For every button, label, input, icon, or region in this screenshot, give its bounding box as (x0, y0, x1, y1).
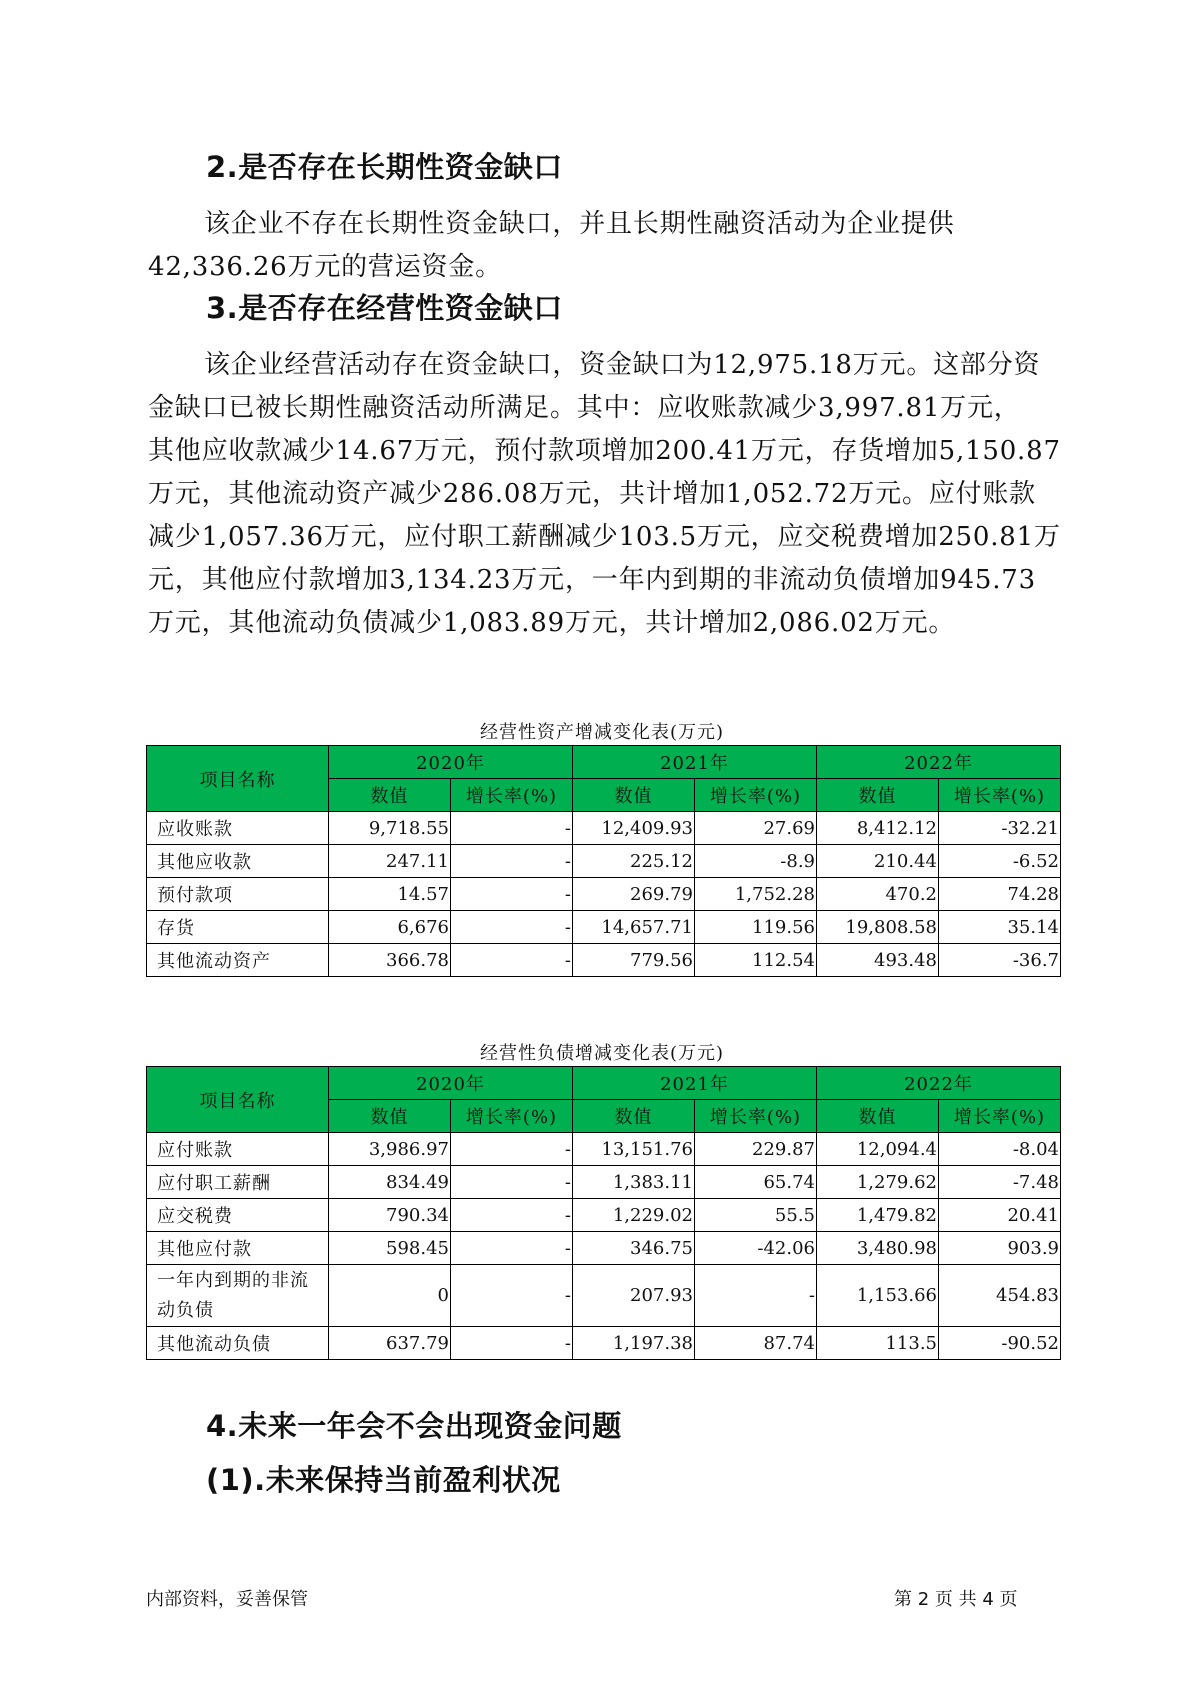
cell-value: 13,151.76 (573, 1133, 695, 1166)
header-value: 数值 (329, 1100, 451, 1133)
header-year: 2021年 (573, 746, 817, 779)
header-item-name: 项目名称 (147, 1067, 329, 1133)
table-row (147, 812, 1061, 845)
cell-growth-rate: -8.04 (939, 1133, 1061, 1166)
cell-growth-rate: 119.56 (695, 911, 817, 944)
cell-value: 1,279.62 (817, 1166, 939, 1199)
cell-growth-rate: 20.41 (939, 1199, 1061, 1232)
header-year: 2022年 (817, 746, 1061, 779)
section-heading-operating-gap: 3.是否存在经营性资金缺口 (206, 291, 563, 325)
cell-value: 1,383.11 (573, 1166, 695, 1199)
paragraph-line: 减少1,057.36万元，应付职工薪酬减少103.5万元，应交税费增加250.81万 (148, 522, 1061, 552)
cell-growth-rate: - (451, 845, 573, 878)
cell-growth-rate: -42.06 (695, 1232, 817, 1265)
cell-growth-rate: -36.7 (939, 944, 1061, 977)
cell-value: 0 (329, 1265, 451, 1327)
cell-value: 470.2 (817, 878, 939, 911)
table-caption-assets: 经营性资产增减变化表(万元) (479, 722, 725, 743)
paragraph-operating-gap (148, 344, 1061, 645)
assets-table (146, 745, 1061, 977)
cell-value: 247.11 (329, 845, 451, 878)
row-item-name: 其他流动负债 (147, 1327, 329, 1360)
assets-table-body (147, 812, 1061, 977)
paragraph-line: 其他应收款减少14.67万元，预付款项增加200.41万元，存货增加5,150.87 (148, 436, 1061, 466)
table-row (147, 1265, 1061, 1327)
header-growth: 增长率(%) (451, 1100, 573, 1133)
paragraph-line: 万元，其他流动资产减少286.08万元，共计增加1,052.72万元。应付账款 (148, 479, 1036, 509)
cell-growth-rate: 55.5 (695, 1199, 817, 1232)
table-row (147, 845, 1061, 878)
table-row (147, 878, 1061, 911)
table-row (147, 911, 1061, 944)
table-row (147, 1327, 1061, 1360)
cell-value: 493.48 (817, 944, 939, 977)
cell-growth-rate: - (451, 1199, 573, 1232)
cell-value: 210.44 (817, 845, 939, 878)
cell-value: 12,094.4 (817, 1133, 939, 1166)
paragraph-line: 元，其他应付款增加3,134.23万元，一年内到期的非流动负债增加945.73 (148, 565, 1036, 595)
cell-value: 779.56 (573, 944, 695, 977)
cell-value: 1,479.82 (817, 1199, 939, 1232)
cell-value: 3,480.98 (817, 1232, 939, 1265)
cell-value: 346.75 (573, 1232, 695, 1265)
cell-value: 790.34 (329, 1199, 451, 1232)
cell-growth-rate: 1,752.28 (695, 878, 817, 911)
header-growth: 增长率(%) (695, 1100, 817, 1133)
cell-growth-rate: - (695, 1265, 817, 1327)
cell-growth-rate: 27.69 (695, 812, 817, 845)
cell-value: 637.79 (329, 1327, 451, 1360)
table-row (147, 1232, 1061, 1265)
cell-growth-rate: 65.74 (695, 1166, 817, 1199)
row-item-name: 应交税费 (147, 1199, 329, 1232)
cell-growth-rate: - (451, 911, 573, 944)
cell-value: 113.5 (817, 1327, 939, 1360)
row-item-name: 存货 (147, 911, 329, 944)
cell-value: 366.78 (329, 944, 451, 977)
cell-growth-rate: - (451, 944, 573, 977)
cell-value: 19,808.58 (817, 911, 939, 944)
row-item-name: 应收账款 (147, 812, 329, 845)
cell-growth-rate: - (451, 1327, 573, 1360)
cell-value: 225.12 (573, 845, 695, 878)
paragraph-long-term-gap (148, 203, 1056, 289)
table-row (147, 1133, 1061, 1166)
cell-value: 269.79 (573, 878, 695, 911)
row-item-name: 预付款项 (147, 878, 329, 911)
table-row (147, 1166, 1061, 1199)
cell-growth-rate: - (451, 1166, 573, 1199)
cell-growth-rate: 112.54 (695, 944, 817, 977)
cell-growth-rate: 87.74 (695, 1327, 817, 1360)
row-item-name: 应付职工薪酬 (147, 1166, 329, 1199)
paragraph-line: 该企业经营活动存在资金缺口，资金缺口为12,975.18万元。这部分资 (204, 350, 1041, 380)
cell-value: 8,412.12 (817, 812, 939, 845)
cell-growth-rate: -7.48 (939, 1166, 1061, 1199)
header-value: 数值 (573, 1100, 695, 1133)
cell-value: 14.57 (329, 878, 451, 911)
header-value: 数值 (573, 779, 695, 812)
row-item-name: 一年内到期的非流动负债 (147, 1265, 329, 1327)
footer-confidential-note: 内部资料，妥善保管 (146, 1589, 308, 1610)
cell-growth-rate: 454.83 (939, 1265, 1061, 1327)
cell-value: 1,229.02 (573, 1199, 695, 1232)
cell-value: 1,197.38 (573, 1327, 695, 1360)
table-row (147, 944, 1061, 977)
cell-growth-rate: -8.9 (695, 845, 817, 878)
section-heading-future-funding: 4.未来一年会不会出现资金问题 (206, 1409, 622, 1443)
section-heading-long-term-gap: 2.是否存在长期性资金缺口 (206, 150, 563, 184)
cell-growth-rate: 903.9 (939, 1232, 1061, 1265)
cell-growth-rate: -90.52 (939, 1327, 1061, 1360)
row-item-name: 其他应付款 (147, 1232, 329, 1265)
cell-value: 14,657.71 (573, 911, 695, 944)
cell-value: 6,676 (329, 911, 451, 944)
sub-heading-current-profit: (1).未来保持当前盈利状况 (206, 1463, 561, 1497)
header-growth: 增长率(%) (451, 779, 573, 812)
cell-growth-rate: - (451, 812, 573, 845)
cell-value: 598.45 (329, 1232, 451, 1265)
cell-growth-rate: - (451, 1133, 573, 1166)
header-growth: 增长率(%) (939, 1100, 1061, 1133)
header-value: 数值 (817, 1100, 939, 1133)
paragraph-line: 万元，其他流动负债减少1,083.89万元，共计增加2,086.02万元。 (148, 608, 956, 638)
cell-growth-rate: - (451, 1232, 573, 1265)
cell-value: 12,409.93 (573, 812, 695, 845)
header-year: 2021年 (573, 1067, 817, 1100)
cell-growth-rate: -32.21 (939, 812, 1061, 845)
paragraph-line: 金缺口已被长期性融资活动所满足。其中：应收账款减少3,997.81万元， (148, 393, 1021, 423)
paragraph-line: 42,336.26万元的营运资金。 (148, 252, 502, 282)
cell-value: 834.49 (329, 1166, 451, 1199)
row-item-name: 其他流动资产 (147, 944, 329, 977)
cell-growth-rate: - (451, 878, 573, 911)
cell-value: 1,153.66 (817, 1265, 939, 1327)
table-caption-liabilities: 经营性负债增减变化表(万元) (479, 1043, 725, 1064)
header-item-name: 项目名称 (147, 746, 329, 812)
header-year: 2020年 (329, 746, 573, 779)
cell-growth-rate: - (451, 1265, 573, 1327)
header-value: 数值 (817, 779, 939, 812)
cell-growth-rate: 229.87 (695, 1133, 817, 1166)
header-growth: 增长率(%) (939, 779, 1061, 812)
cell-growth-rate: 74.28 (939, 878, 1061, 911)
paragraph-line: 该企业不存在长期性资金缺口，并且长期性融资活动为企业提供 (204, 209, 955, 239)
cell-value: 3,986.97 (329, 1133, 451, 1166)
header-year: 2022年 (817, 1067, 1061, 1100)
row-item-name: 其他应收款 (147, 845, 329, 878)
cell-growth-rate: -6.52 (939, 845, 1061, 878)
row-item-name: 应付账款 (147, 1133, 329, 1166)
liabilities-table-body (147, 1133, 1061, 1360)
table-row (147, 1199, 1061, 1232)
cell-value: 9,718.55 (329, 812, 451, 845)
cell-value: 207.93 (573, 1265, 695, 1327)
header-year: 2020年 (329, 1067, 573, 1100)
cell-growth-rate: 35.14 (939, 911, 1061, 944)
header-value: 数值 (329, 779, 451, 812)
footer-page-number: 第 2 页 共 4 页 (894, 1589, 1018, 1610)
liabilities-table (146, 1066, 1061, 1360)
header-growth: 增长率(%) (695, 779, 817, 812)
